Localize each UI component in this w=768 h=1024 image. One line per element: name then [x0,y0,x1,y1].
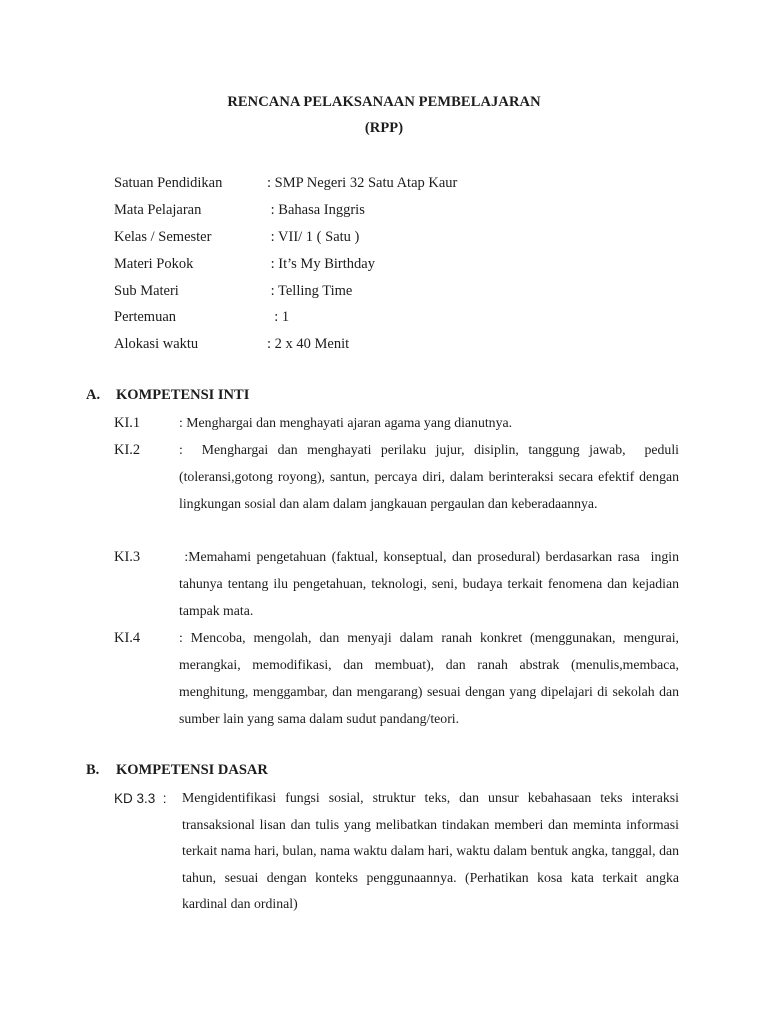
identity-row-alokasi [114,334,349,354]
ki-code: KI.2 [114,442,141,458]
kd-text: Mengidentifikasi fungsi sosial, struktur teks, dan unsur kebahasaan teks interaksi transaksional lisan dan tulis yang melibatkan tindakan memberi dan meminta informasi terkait nama hari, bulan, nama waktu dalam hari, waktu dalam bentuk angka, tanggal, dan tahun, sesuai dengan konteks penggunaannya. (Perhatikan kosa kata terkait angka kardinal dan ordinal) [182,790,679,911]
section-heading-kompetensi-inti [86,387,249,404]
ki-text: :Memahami pengetahuan (faktual, konseptual, dan prosedural) berdasarkan rasa ingin tahunya tentang ilu pengetahuan, teknologi, seni, budaya terkait fenomena dan kejadian tampak mata. [179,549,683,618]
section-letter: B. [86,762,100,778]
ki-code: KI.1 [114,415,141,431]
document-subtitle: (RPP) [364,120,404,136]
identity-value: : Telling Time [267,283,353,299]
section-title: KOMPETENSI DASAR [116,762,268,778]
identity-label: Kelas / Semester [114,229,212,245]
identity-label: Mata Pelajaran [114,202,202,218]
identity-label: Satuan Pendidikan [114,175,223,191]
kd-code: KD 3.3 : [114,791,167,806]
identity-label: Pertemuan [114,309,177,325]
ki-text: : Menghargai dan menghayati ajaran agama yang dianutnya. [179,415,513,430]
identity-row-materi [114,254,375,274]
identity-label: Alokasi waktu [114,336,199,352]
identity-row-satuan [114,173,457,193]
ki-text: : Menghargai dan menghayati perilaku jujur, disiplin, tanggung jawab, peduli (toleransi,gotong royong), santun, percaya diri, dalam berinteraksi secara efektif dengan lingkungan sosial dan alam dalam jangkauan pergaulan dan keberadaannya. [179,442,683,511]
identity-row-pertemuan [114,307,289,327]
identity-value: : 2 x 40 Menit [267,336,350,352]
identity-value: : 1 [267,309,290,325]
section-title: KOMPETENSI INTI [116,387,250,403]
identity-value: : It’s My Birthday [267,256,375,272]
document-title: RENCANA PELAKSANAAN PEMBELAJARAN [227,94,541,110]
identity-row-kelas [114,227,359,247]
identity-row-submateri [114,281,352,301]
section-letter: A. [86,387,101,403]
ki-code: KI.4 [114,630,141,646]
identity-value: : Bahasa Inggris [267,202,365,218]
identity-label: Materi Pokok [114,256,194,272]
ki-text: : Mencoba, mengolah, dan menyaji dalam ranah konkret (menggunakan, mengurai, merangkai, memodifikasi, dan membuat), dan ranah abstrak (menulis,membaca, menghitung, menggambar, dan mengarang) sesuai dengan yang dipelajari di sekolah dan sumber lain yang sama dalam sudut pandang/teori. [179,630,679,726]
section-heading-kompetensi-dasar [86,762,268,779]
identity-value: : SMP Negeri 32 Satu Atap Kaur [267,175,458,191]
identity-row-mapel [114,200,365,220]
identity-label: Sub Materi [114,283,179,299]
identity-value: : VII/ 1 ( Satu ) [267,229,360,245]
ki-code: KI.3 [114,549,141,565]
